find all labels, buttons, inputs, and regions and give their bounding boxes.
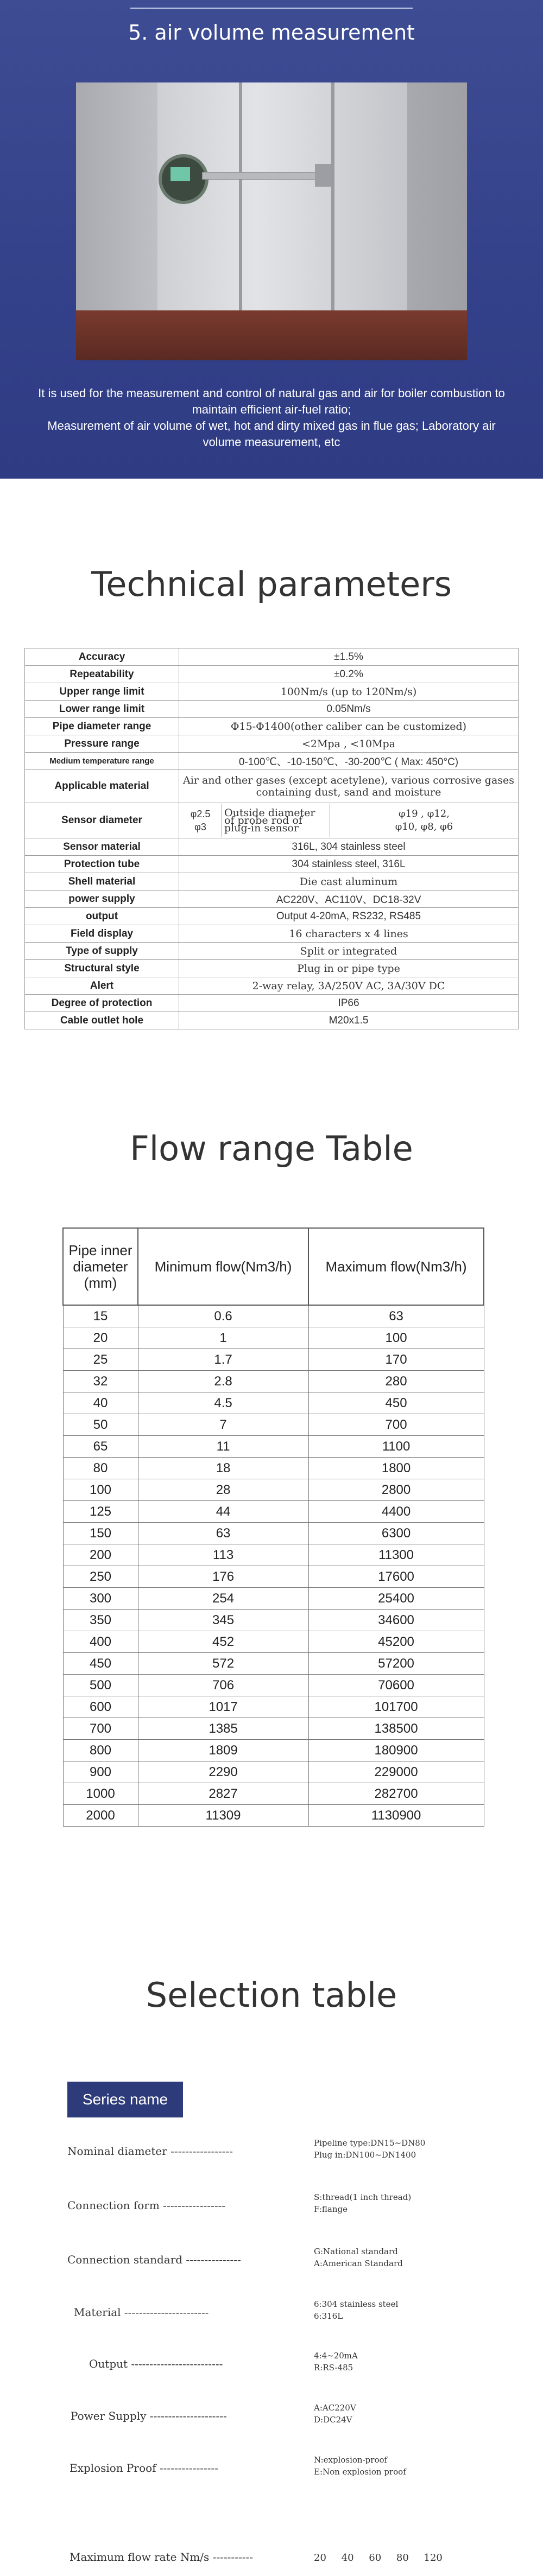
table-cell: 572 [138, 1653, 308, 1675]
table-cell: 7 [138, 1414, 308, 1436]
table-row [63, 1610, 484, 1631]
table-row [63, 1696, 484, 1718]
table-row: Degree of protection IP66 [25, 995, 519, 1012]
table-cell: 40 [63, 1392, 138, 1414]
table-row [63, 1588, 484, 1610]
table-cell: 25400 [308, 1588, 484, 1610]
table-cell: 250 [63, 1566, 138, 1588]
table-row: Pressure range <2Mpa , <10Mpa [25, 735, 519, 753]
table-row: Repeatability ±0.2% [25, 666, 519, 683]
table-cell: 11300 [308, 1544, 484, 1566]
table-cell: 25 [63, 1349, 138, 1371]
selection-label: Material ----------------------- [74, 2306, 209, 2319]
table-cell: 1.7 [138, 1349, 308, 1371]
table-cell: 11309 [138, 1805, 308, 1827]
table-cell: 45200 [308, 1631, 484, 1653]
table-row: Cable outlet hole M20x1.5 [25, 1012, 519, 1029]
table-cell: 150 [63, 1523, 138, 1544]
table-row [63, 1479, 484, 1501]
table-row [63, 1675, 484, 1696]
table-row: output Output 4-20mA, RS232, RS485 [25, 908, 519, 925]
table-row [63, 1566, 484, 1588]
selection-options: 4:4~20mA R:RS-485 [314, 2351, 358, 2373]
table-row: Shell material Die cast aluminum [25, 873, 519, 891]
selection-label: Power Supply --------------------- [71, 2409, 227, 2422]
tech-params-title: Technical parameters [91, 564, 452, 604]
table-cell: 2.8 [138, 1371, 308, 1392]
section-heading: 5. air volume measurement [128, 21, 415, 44]
table-cell: 6300 [308, 1523, 484, 1544]
selection-options: S:thread(1 inch thread) F:flange [314, 2192, 412, 2214]
table-row: Accuracy ±1.5% [25, 648, 519, 666]
table-cell: 229000 [308, 1761, 484, 1783]
table-row: Medium temperature range 0-100℃、-10-150℃、-30-200℃ ( Max: 450°C) [25, 753, 519, 770]
column-header: Pipe inner diameter (mm) [63, 1228, 138, 1305]
table-cell: 65 [63, 1436, 138, 1458]
table-row: Protection tube 304 stainless steel, 316L [25, 856, 519, 873]
application-description: It is used for the measurement and control of natural gas and air for boiler combustion to maintain efficient air-fuel ratio; Measurement of air volume of wet, hot and dirty mixed gas in flue gas; Laboratory air volume measurement, etc [38, 386, 505, 449]
selection-label: Output ------------------------- [89, 2357, 223, 2370]
table-cell: 180900 [308, 1740, 484, 1761]
max-flow-label: Maximum flow rate Nm/s ----------- [70, 2550, 253, 2564]
table-cell: 0.6 [138, 1305, 308, 1327]
table-cell: 70600 [308, 1675, 484, 1696]
table-cell: 1000 [63, 1783, 138, 1805]
table-cell: 18 [138, 1458, 308, 1479]
table-cell: 700 [308, 1414, 484, 1436]
table-cell: 200 [63, 1544, 138, 1566]
table-cell: 350 [63, 1610, 138, 1631]
table-row [63, 1631, 484, 1653]
table-row: power supply AC220V、AC110V、DC18-32V [25, 891, 519, 908]
flow-range-table [62, 1227, 484, 1827]
table-cell: 113 [138, 1544, 308, 1566]
table-cell: 2000 [63, 1805, 138, 1827]
table-cell: 170 [308, 1349, 484, 1371]
table-cell: 125 [63, 1501, 138, 1523]
table-row [63, 1501, 484, 1523]
table-row [63, 1327, 484, 1349]
table-cell: 600 [63, 1696, 138, 1718]
table-row: Upper range limit 100Nm/s (up to 120Nm/s) [25, 683, 519, 701]
table-cell: 452 [138, 1631, 308, 1653]
table-cell: 28 [138, 1479, 308, 1501]
application-banner [0, 0, 543, 479]
table-cell: 2290 [138, 1761, 308, 1783]
table-row: Applicable material Air and other gases (except acetylene), various corrosive gases containing dust, sand and moisture [25, 770, 519, 803]
table-cell: 1100 [308, 1436, 484, 1458]
table-row: Type of supply Split or integrated [25, 943, 519, 960]
column-header: Minimum flow(Nm3/h) [138, 1228, 308, 1305]
table-cell: 900 [63, 1761, 138, 1783]
table-row: Structural style Plug in or pipe type [25, 960, 519, 977]
table-row [63, 1349, 484, 1371]
table-row [63, 1653, 484, 1675]
table-cell: 100 [308, 1327, 484, 1349]
table-row: Field display 16 characters x 4 lines [25, 925, 519, 943]
table-cell: 4.5 [138, 1392, 308, 1414]
table-cell: 17600 [308, 1566, 484, 1588]
table-cell: 63 [138, 1523, 308, 1544]
table-cell: 63 [308, 1305, 484, 1327]
table-row [63, 1740, 484, 1761]
table-cell: 345 [138, 1610, 308, 1631]
table-row [63, 1544, 484, 1566]
table-cell: 400 [63, 1631, 138, 1653]
table-cell: 44 [138, 1501, 308, 1523]
table-cell: 34600 [308, 1610, 484, 1631]
sensor-diameter-cell: φ2.5 φ3 Outside diameter of probe rod of plug-in sensor φ19 , φ12, φ10, φ8, φ6 [179, 804, 518, 837]
table-cell: 176 [138, 1566, 308, 1588]
table-row [63, 1718, 484, 1740]
table-cell: 2827 [138, 1783, 308, 1805]
table-row: Pipe diameter range Φ15-Φ1400(other caliber can be customized) [25, 718, 519, 735]
table-row [63, 1458, 484, 1479]
table-cell: 80 [63, 1458, 138, 1479]
table-cell: 280 [308, 1371, 484, 1392]
table-row [63, 1414, 484, 1436]
table-cell: 15 [63, 1305, 138, 1327]
meter-display [171, 167, 190, 181]
flow-range-title: Flow range Table [130, 1129, 413, 1168]
table-cell: 57200 [308, 1653, 484, 1675]
selection-label: Connection form ----------------- [67, 2199, 226, 2212]
table-cell: 50 [63, 1414, 138, 1436]
table-row [63, 1371, 484, 1392]
table-cell: 300 [63, 1588, 138, 1610]
divider [130, 8, 413, 9]
table-cell: 1 [138, 1327, 308, 1349]
table-row [63, 1805, 484, 1827]
selection-options: A:AC220V D:DC24V [314, 2403, 356, 2425]
table-cell: 2800 [308, 1479, 484, 1501]
column-header: Maximum flow(Nm3/h) [308, 1228, 484, 1305]
table-cell: 138500 [308, 1718, 484, 1740]
table-row [63, 1523, 484, 1544]
selection-options: N:explosion-proof E:Non explosion proof [314, 2455, 406, 2477]
mounting-flange [315, 164, 331, 187]
table-cell: 450 [63, 1653, 138, 1675]
table-row: Sensor diameter φ2.5 φ3 Outside diameter of probe rod of plug-in sensor φ19 , φ12, φ10, φ8, φ6 [25, 803, 519, 838]
table-cell: 254 [138, 1588, 308, 1610]
table-cell: 1809 [138, 1740, 308, 1761]
table-row [63, 1761, 484, 1783]
table-cell: 800 [63, 1740, 138, 1761]
selection-label: Connection standard --------------- [67, 2253, 241, 2266]
product-photo [76, 82, 467, 360]
table-cell: 20 [63, 1327, 138, 1349]
tech-params-table [24, 648, 519, 1029]
sensor-probe [202, 172, 323, 180]
table-cell: 4400 [308, 1501, 484, 1523]
table-cell: 100 [63, 1479, 138, 1501]
table-cell: 282700 [308, 1783, 484, 1805]
table-cell: 500 [63, 1675, 138, 1696]
selection-options: 6:304 stainless steel 6:316L [314, 2299, 399, 2321]
table-row: Sensor material 316L, 304 stainless steel [25, 838, 519, 856]
table-row [63, 1783, 484, 1805]
selection-options: G:National standard A:American Standard [314, 2247, 403, 2268]
table-row [63, 1305, 484, 1327]
table-cell: 101700 [308, 1696, 484, 1718]
table-row: Alert 2-way relay, 3A/250V AC, 3A/30V DC [25, 977, 519, 995]
table-row [63, 1436, 484, 1458]
table-cell: 706 [138, 1675, 308, 1696]
table-row: Lower range limit 0.05Nm/s [25, 701, 519, 718]
table-cell: 450 [308, 1392, 484, 1414]
selection-options: Pipeline type:DN15~DN80 Plug in:DN100~DN1400 [314, 2138, 426, 2160]
table-cell: 700 [63, 1718, 138, 1740]
selection-label: Explosion Proof ---------------- [70, 2461, 219, 2475]
table-cell: 1385 [138, 1718, 308, 1740]
max-flow-values: 20 40 60 80 120 [314, 2552, 443, 2564]
floor [76, 310, 467, 360]
table-header-row [63, 1228, 484, 1305]
table-cell: 1130900 [308, 1805, 484, 1827]
table-cell: 1017 [138, 1696, 308, 1718]
table-cell: 1800 [308, 1458, 484, 1479]
table-row [63, 1392, 484, 1414]
table-cell: 11 [138, 1436, 308, 1458]
selection-title: Selection table [146, 1975, 397, 2015]
series-name-badge: Series name [67, 2082, 183, 2117]
selection-label: Nominal diameter ----------------- [67, 2145, 233, 2158]
table-cell: 32 [63, 1371, 138, 1392]
